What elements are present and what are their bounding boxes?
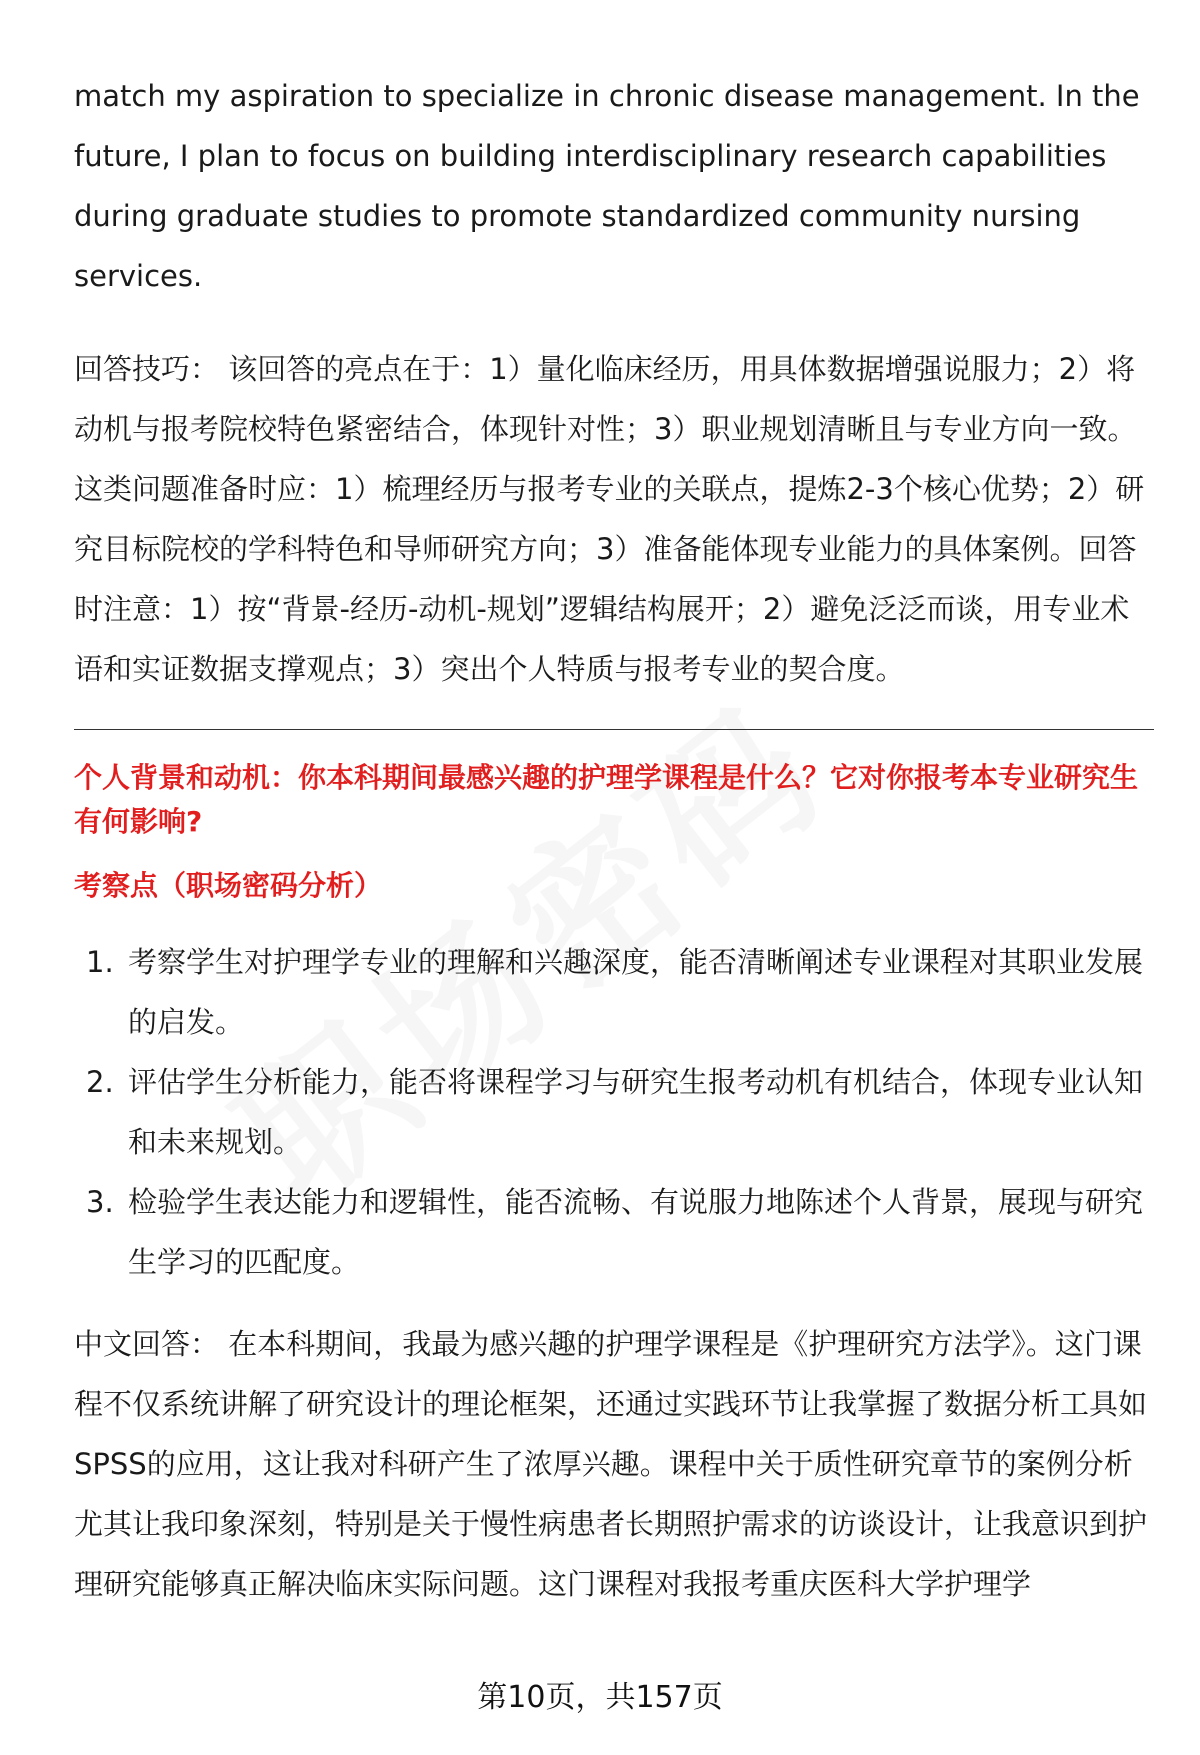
question-heading: 个人背景和动机：你本科期间最感兴趣的护理学课程是什么？它对你报考本专业研究生有何影响? [74,761,1139,838]
section-divider [74,729,1154,730]
list-item-number: 2. [86,1065,114,1099]
list-item-number: 3. [86,1185,114,1219]
list-item-text: 评估学生分析能力，能否将课程学习与研究生报考动机有机结合，体现专业认知和未来规划。 [128,1065,1144,1159]
list-item-text: 检验学生表达能力和逻辑性，能否流畅、有说服力地陈述个人背景，展现与研究生学习的匹配度。 [128,1185,1144,1279]
continuation-paragraph: match my aspiration to specialize in chronic disease management. In the future, I plan to focus on building interdisciplinary research capabilities during graduate studies to promote standardized community nursing services. [74,79,1140,293]
list-item-text: 考察学生对护理学专业的理解和兴趣深度，能否清晰阐述专业课程对其职业发展的启发。 [128,945,1144,1039]
content-area [74,66,1154,1614]
answer-tips-paragraph: 回答技巧： 该回答的亮点在于：1）量化临床经历，用具体数据增强说服力；2）将动机与报考院校特色紧密结合，体现针对性；3）职业规划清晰且与专业方向一致。这类问题准备时应：1）梳理经历与报考专业的关联点，提炼2-3个核心优势；2）研究目标院校的学科特色和导师研究方向；3）准备能体现专业能力的具体案例。回答时注意：1）按“背景-经历-动机-规划”逻辑结构展开；2）避免泛泛而谈，用专业术语和实证数据支撑观点；3）突出个人特质与报考专业的契合度。 [74,352,1145,686]
page-number: 第10页，共157页 [477,1680,723,1715]
chinese-answer-paragraph: 中文回答： 在本科期间，我最为感兴趣的护理学课程是《护理研究方法学》。这门课程不仅系统讲解了研究设计的理论框架，还通过实践环节让我掌握了数据分析工具如SPSS的应用，这让我对科研产生了浓厚兴趣。课程中关于质性研究章节的案例分析尤其让我印象深刻，特别是关于慢性病患者长期照护需求的访谈设计，让我意识到护理研究能够真正解决临床实际问题。这门课程对我报考重庆医科大学护理学 [74,1327,1148,1601]
list-item [74,1052,1154,1172]
assessment-heading: 考察点（职场密码分析） [74,869,383,902]
assessment-list [74,932,1154,1292]
list-item [74,932,1154,1052]
list-item-number: 1. [86,945,114,979]
list-item [74,1172,1154,1292]
